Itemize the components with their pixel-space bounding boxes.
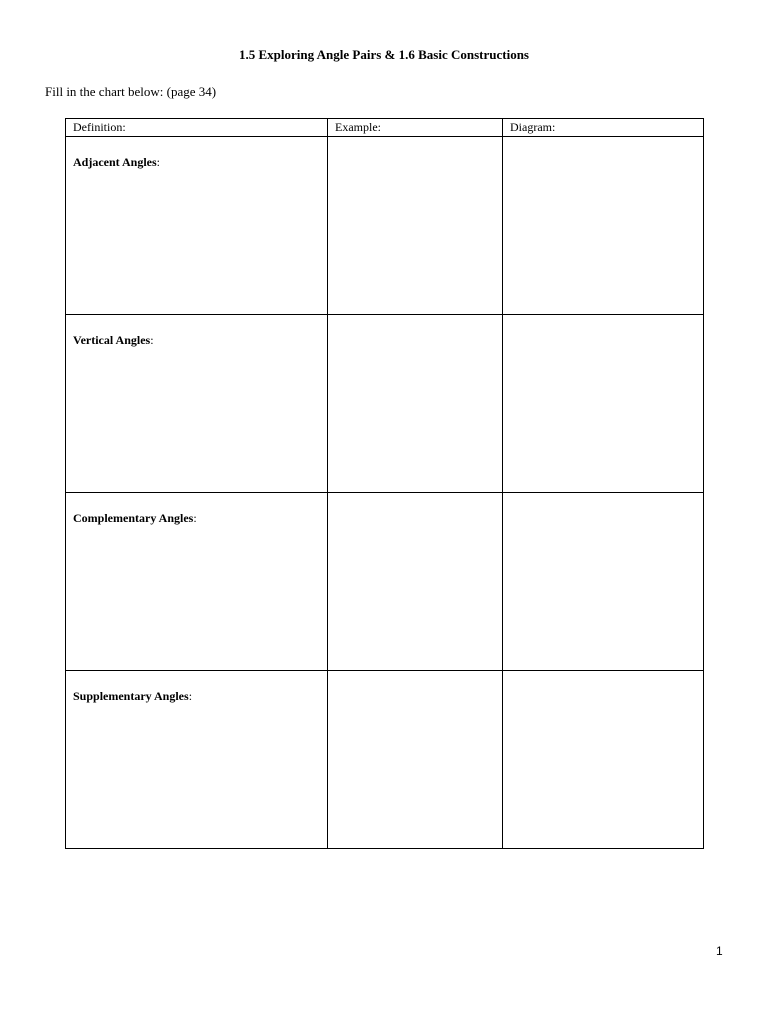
- chart-row-supplementary: [66, 671, 704, 849]
- chart-row-complementary: [66, 493, 704, 671]
- diagram-cell[interactable]: [503, 315, 704, 493]
- example-cell[interactable]: [328, 493, 503, 671]
- header-diagram: Diagram:: [503, 119, 704, 137]
- term-label: Vertical Angles: [73, 333, 151, 347]
- example-cell[interactable]: [328, 315, 503, 493]
- term-label: Supplementary Angles: [73, 689, 189, 703]
- definition-cell[interactable]: [66, 493, 328, 671]
- definition-cell[interactable]: [66, 315, 328, 493]
- header-definition: Definition:: [66, 119, 328, 137]
- term-suffix: :: [193, 511, 197, 525]
- term-suffix: :: [156, 155, 161, 169]
- diagram-cell[interactable]: [503, 137, 704, 315]
- chart-header-row: [66, 119, 704, 137]
- definition-cell[interactable]: [66, 671, 328, 849]
- page-number: 1: [716, 944, 723, 958]
- document-title: 1.5 Exploring Angle Pairs & 1.6 Basic Constructions: [239, 47, 529, 62]
- header-example: Example:: [328, 119, 503, 137]
- term-label: Complementary Angles: [73, 511, 194, 525]
- example-cell[interactable]: [328, 671, 503, 849]
- instructions-text: Fill in the chart below: (page 34): [45, 84, 217, 99]
- diagram-cell[interactable]: [503, 671, 704, 849]
- angle-pairs-chart: [65, 118, 704, 849]
- term-suffix: :: [188, 689, 193, 703]
- term-suffix: :: [150, 333, 154, 347]
- chart-row-vertical: [66, 315, 704, 493]
- chart-row-adjacent: [66, 137, 704, 315]
- term-label: Adjacent Angles: [73, 155, 157, 169]
- example-cell[interactable]: [328, 137, 503, 315]
- definition-cell[interactable]: [66, 137, 328, 315]
- diagram-cell[interactable]: [503, 493, 704, 671]
